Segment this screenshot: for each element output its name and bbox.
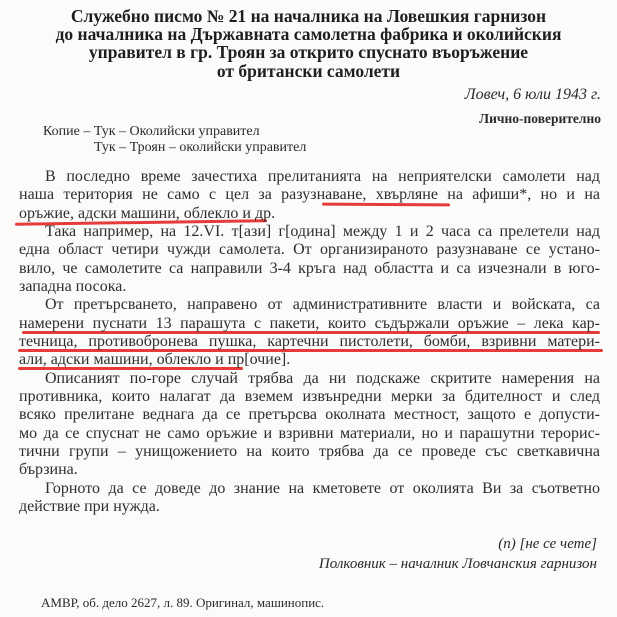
signature-note: (п) [не се чете]	[498, 536, 597, 552]
body-line: мо да се спуснат не само оръжие и взривни материали, но и парашутни терорис-	[19, 425, 600, 442]
body-line: наша територия не само с цел за разузнаване, хвърляне на афиши*, но и на	[19, 186, 600, 203]
body-line: действие при нужда.	[19, 498, 160, 515]
body-line: В последно време зачестиха прелитанията на неприятелски самолети над	[45, 168, 600, 185]
body-line: западна посока.	[19, 278, 127, 295]
body-line: тични групи – унищожението на които трябва да се проведе със светкавична	[19, 443, 600, 460]
body-line: Горното да се доведе до знание на кметовете от околията Ви за съответно	[45, 480, 600, 497]
title-line: управител в гр. Троян за открито спуснато въоръжение	[88, 42, 529, 62]
archive-source: АМВР, об. дело 2627, л. 89. Оригинал, машинопис.	[41, 595, 325, 610]
body-line: Описаният по-горе случай трябва да ни подскаже скритите намерения на	[45, 370, 600, 387]
copy-line: Копие – Тук – Околийски управител	[43, 124, 260, 139]
body-line: бързина.	[19, 461, 78, 478]
body-line: оръжие, адски машини, облекло и др.	[19, 205, 276, 222]
copy-line: Тук – Троян – околийски управител	[94, 140, 307, 155]
body-line: намерени пуснати 13 парашута с пакети, които съдържали оръжие – лека кар-	[19, 315, 600, 332]
title-line: Служебно писмо № 21 на началника на Ловешкия гарнизон	[70, 6, 547, 26]
body-line: течница, противобронева пушка, картечни пистолети, бомби, взривни матери-	[19, 333, 600, 350]
body-line: Така например, на 12.VI. т[ази] г[одина] между 1 и 2 часа са прелетели над	[45, 223, 600, 240]
body-line: вило, че самолетите са направили 3-4 кръга над областта и са изчезнали в юго-	[19, 260, 600, 277]
body-line: али, адски машини, облекло и пр[очие].	[19, 351, 291, 368]
body-line: противника, които налагат да вземем извънредни мерки за бдителност и след	[19, 388, 600, 405]
classification: Лично-поверително	[479, 111, 601, 126]
title-line: до началника на Държавната самолетна фабрика и околийския	[55, 24, 562, 44]
body-line: всяко прелитане веднага да се претърсва околната местност, защото е допусти-	[19, 406, 600, 423]
body-line: От претърсването, направено от административните власти и войската, са	[45, 296, 600, 313]
place-date: Ловеч, 6 юли 1943 г.	[464, 86, 601, 103]
body-line: една област четири чужди самолета. От организираното разузнаване се устано-	[19, 241, 600, 258]
signatory-position: Полковник – началник Ловчанския гарнизон	[318, 556, 597, 572]
title-line: от британски самолети	[216, 61, 401, 81]
